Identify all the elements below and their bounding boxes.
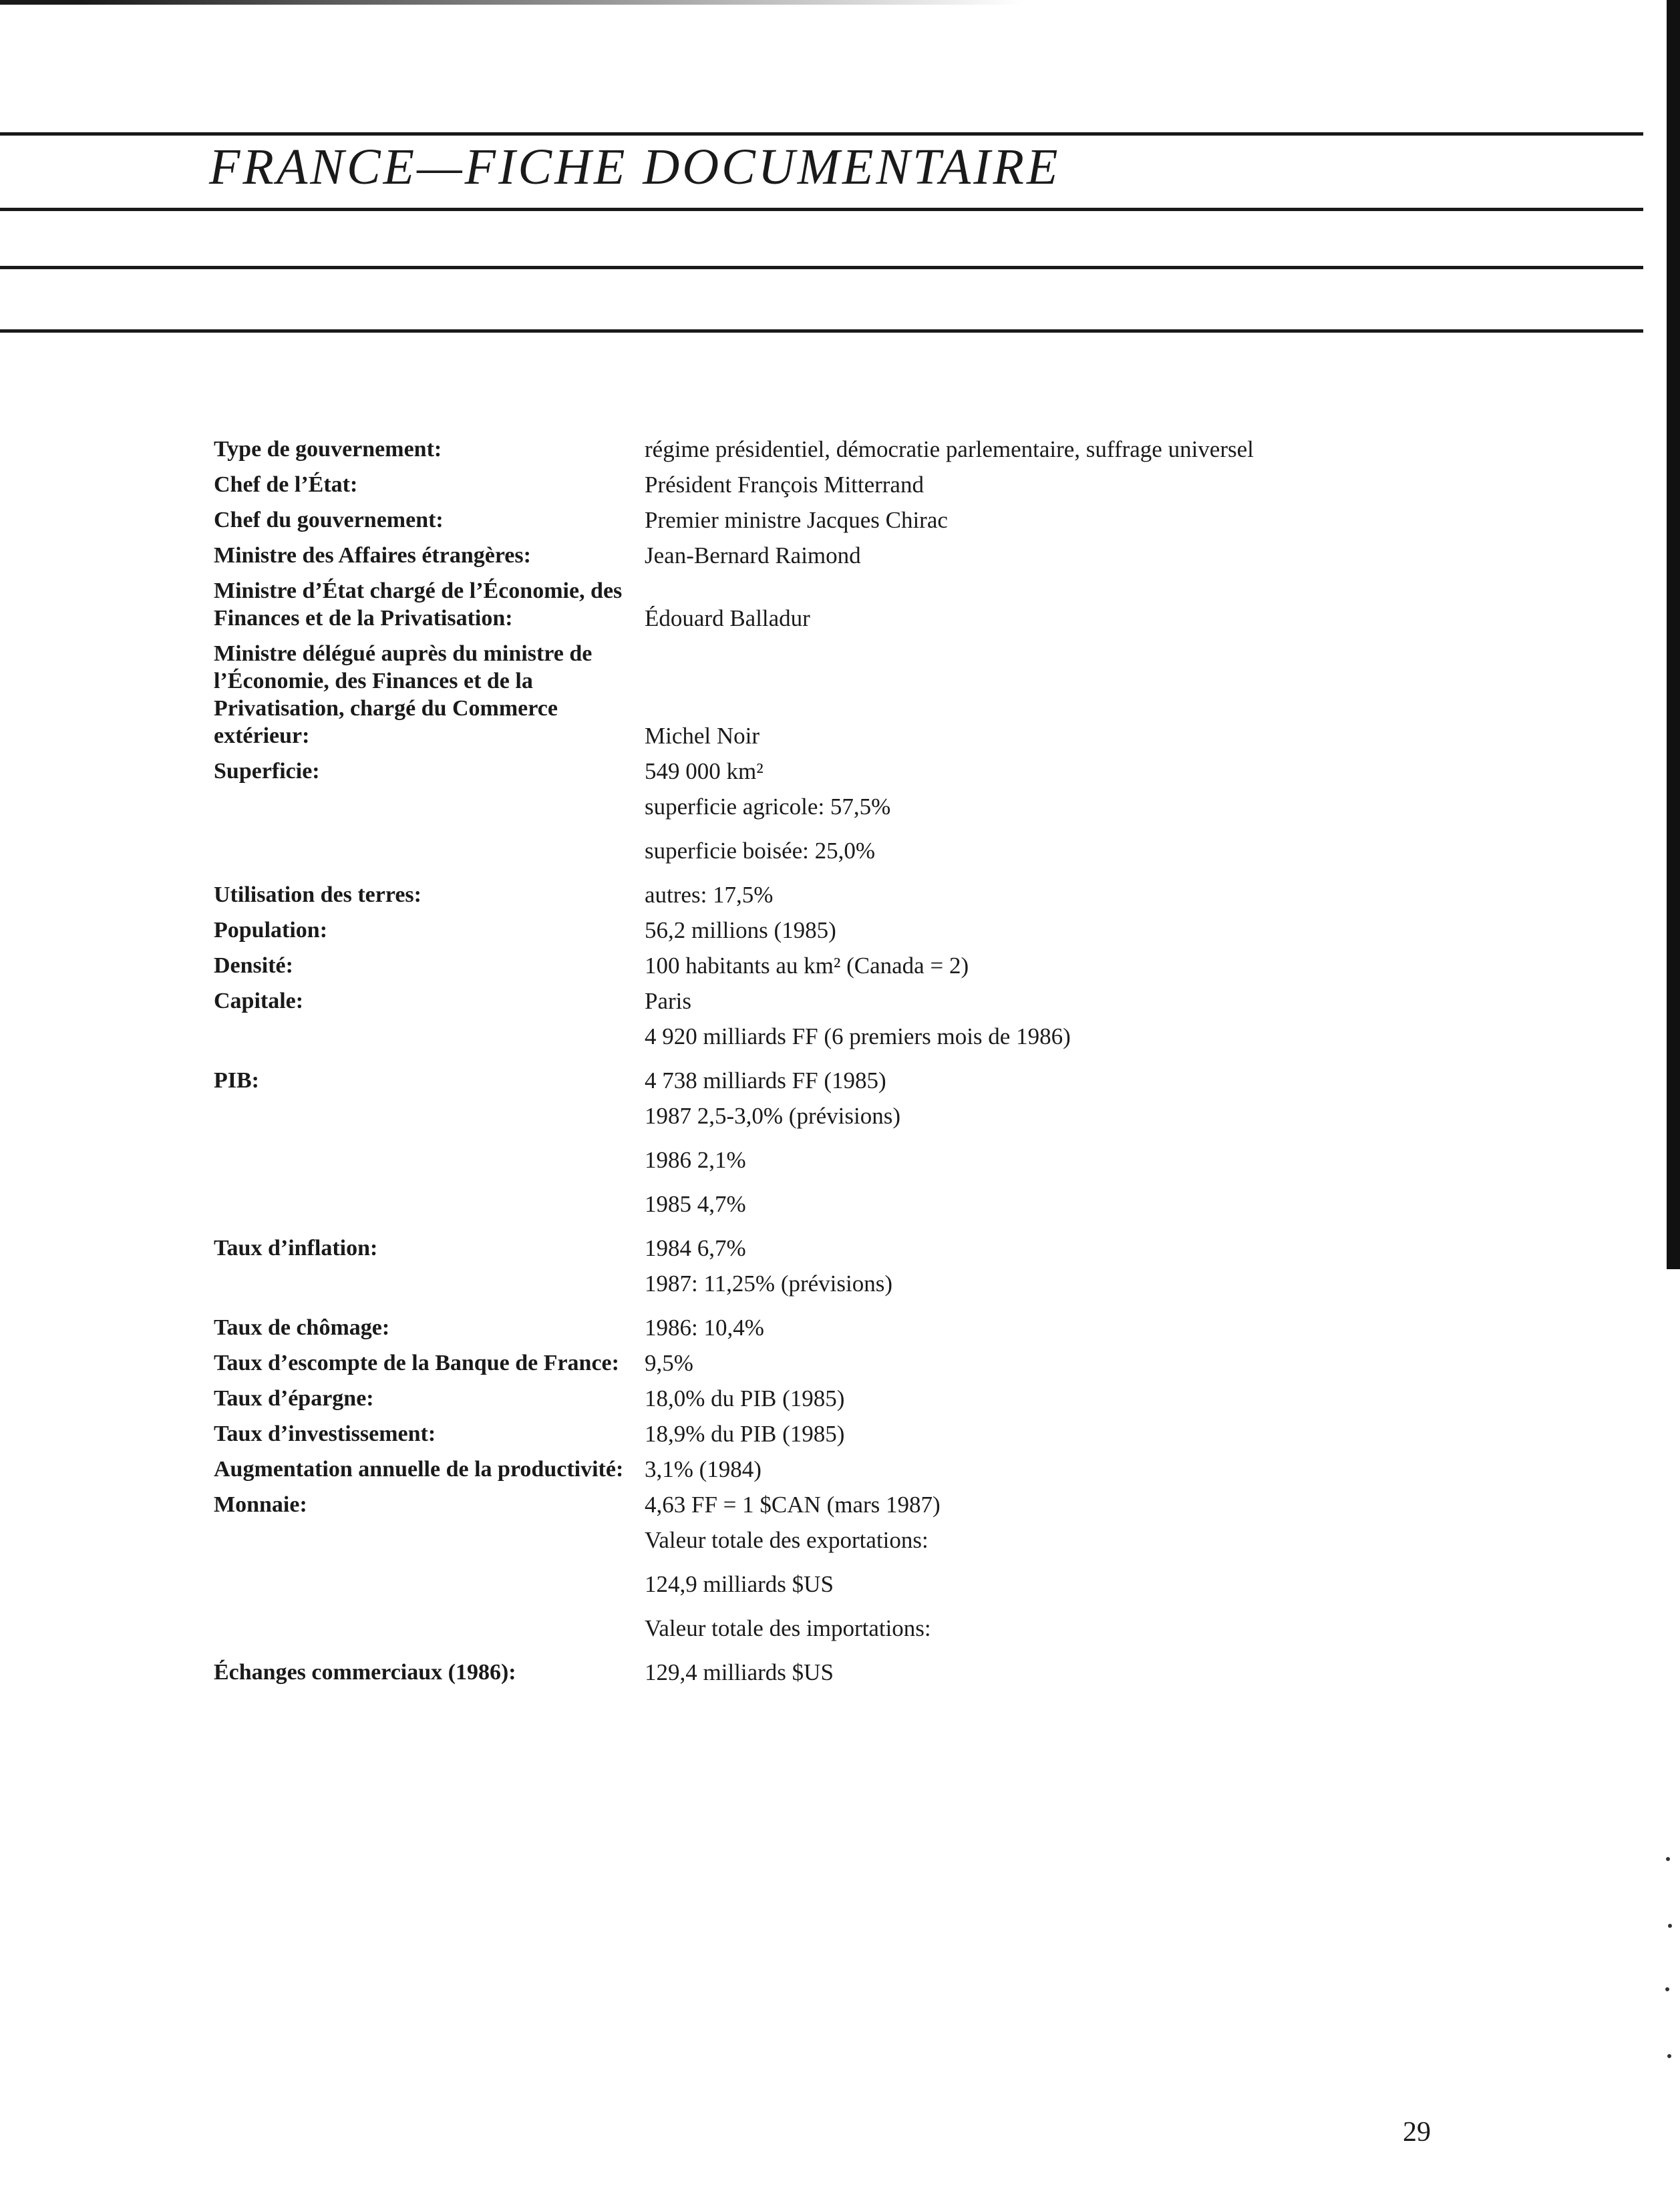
fact-label: Taux d’inflation: <box>214 1236 378 1260</box>
fact-value <box>645 793 1583 908</box>
rule-middle <box>0 266 1643 269</box>
fact-value-line: Édouard Balladur <box>645 605 810 631</box>
fact-row <box>214 640 1583 749</box>
fact-value-line: Président François Mitterrand <box>645 472 924 498</box>
fact-value <box>645 722 1583 749</box>
fact-label: Ministre délégué auprès du ministre de l’Économie, des Finances et de la Privatisation, chargé du Commerce extérieur: <box>214 641 593 748</box>
fact-label: Capitale: <box>214 989 304 1013</box>
fact-value-line: 1987: 11,25% (prévisions) <box>645 1271 893 1297</box>
fact-value <box>645 1385 1583 1412</box>
fact-value <box>645 605 1583 632</box>
scan-edge-right <box>1667 0 1680 1269</box>
fact-value-line: autres: 17,5% <box>645 882 774 908</box>
fact-label: Chef du gouvernement: <box>214 508 444 532</box>
fact-value-line: 100 habitants au km² (Canada = 2) <box>645 953 969 979</box>
fact-value <box>645 1456 1583 1483</box>
fact-value <box>645 1349 1583 1377</box>
fact-value <box>645 987 1583 1015</box>
fact-row <box>214 1526 1583 1686</box>
fact-row <box>214 793 1583 908</box>
fact-row <box>214 1385 1583 1412</box>
fact-value-line: 18,0% du PIB (1985) <box>645 1385 845 1411</box>
fact-label: Taux d’investissement: <box>214 1421 436 1446</box>
fact-row <box>214 952 1583 979</box>
fact-row <box>214 1456 1583 1483</box>
fact-value-line: Jean-Bernard Raimond <box>645 542 861 568</box>
fact-value-line: superficie boisée: 25,0% <box>645 838 876 864</box>
fact-value-line: 1985 4,7% <box>645 1191 746 1217</box>
fact-value-line: 1987 2,5-3,0% (prévisions) <box>645 1103 901 1129</box>
fact-value-line: 124,9 milliards $US <box>645 1571 834 1597</box>
fact-label: Population: <box>214 918 328 943</box>
fact-value <box>645 471 1583 498</box>
fact-value-line: 4 920 milliards FF (6 premiers mois de 1986) <box>645 1023 1071 1049</box>
fact-label: Échanges commerciaux (1986): <box>214 1660 516 1685</box>
fact-value-line: 1986 2,1% <box>645 1147 746 1173</box>
fact-value <box>645 916 1583 944</box>
scan-speck <box>1668 1924 1672 1928</box>
fact-value-line: Valeur totale des exportations: <box>645 1527 929 1553</box>
fact-row <box>214 471 1583 498</box>
fact-label: Superficie: <box>214 759 320 784</box>
fact-value <box>645 952 1583 979</box>
fact-label: Ministre des Affaires étrangères: <box>214 543 531 568</box>
scan-speck <box>1665 1987 1669 1991</box>
fact-value-line: régime présidentiel, démocratie parlementaire, suffrage universel <box>645 436 1254 462</box>
fact-value-line: 549 000 km² <box>645 758 764 784</box>
fact-label: Ministre d’État chargé de l’Économie, des Finances et de la Privatisation: <box>214 578 623 631</box>
fact-label: Taux d’épargne: <box>214 1386 374 1411</box>
fact-row <box>214 542 1583 569</box>
fact-value-line: 1984 6,7% <box>645 1235 746 1261</box>
fact-value-line: 4,63 FF = 1 $CAN (mars 1987) <box>645 1492 941 1518</box>
page-number: 29 <box>1403 2117 1431 2148</box>
fact-label: Type de gouvernement: <box>214 437 442 462</box>
fact-row <box>214 1023 1583 1094</box>
fact-value-line: Premier ministre Jacques Chirac <box>645 507 948 533</box>
scan-edge-top <box>0 0 1022 5</box>
fact-value-line: Paris <box>645 988 691 1014</box>
fact-row <box>214 1491 1583 1518</box>
fact-row <box>214 1420 1583 1448</box>
rule-top <box>0 132 1643 136</box>
fact-label: Utilisation des terres: <box>214 882 422 907</box>
fact-row <box>214 506 1583 534</box>
fact-value <box>645 758 1583 785</box>
fact-value <box>645 1420 1583 1448</box>
fact-value-line: superficie agricole: 57,5% <box>645 794 891 820</box>
fact-value-line: Michel Noir <box>645 723 760 749</box>
fact-value-line: 1986: 10,4% <box>645 1315 764 1341</box>
fact-value <box>645 1491 1583 1518</box>
fact-row <box>214 436 1583 463</box>
fact-value <box>645 436 1583 463</box>
scan-speck <box>1667 2054 1671 2058</box>
fact-label: Taux de chômage: <box>214 1315 390 1340</box>
fact-value-line: 4 738 milliards FF (1985) <box>645 1067 886 1094</box>
fact-row <box>214 1270 1583 1341</box>
fact-row <box>214 758 1583 785</box>
scan-speck <box>1666 1857 1670 1861</box>
fact-value <box>645 506 1583 534</box>
fact-label: Monnaie: <box>214 1492 307 1517</box>
fact-value-line: 9,5% <box>645 1350 693 1376</box>
rule-under-title <box>0 208 1643 211</box>
fact-row <box>214 1102 1583 1262</box>
fact-value-line: 129,4 milliards $US <box>645 1659 834 1685</box>
fact-value-line: 18,9% du PIB (1985) <box>645 1421 845 1447</box>
fact-row <box>214 987 1583 1015</box>
fact-label: Augmentation annuelle de la productivité: <box>214 1457 624 1482</box>
fact-label: Densité: <box>214 953 293 978</box>
fact-sheet <box>214 436 1583 1686</box>
page-title: FRANCE—FICHE DOCUMENTAIRE <box>209 139 1061 195</box>
fact-value-line: 56,2 millions (1985) <box>645 917 836 943</box>
fact-label: Taux d’escompte de la Banque de France: <box>214 1351 619 1375</box>
fact-value <box>645 1270 1583 1341</box>
fact-value <box>645 542 1583 569</box>
fact-value-line: 3,1% (1984) <box>645 1456 762 1482</box>
fact-row <box>214 1349 1583 1377</box>
fact-value <box>645 1526 1583 1686</box>
fact-label: PIB: <box>214 1068 259 1093</box>
fact-label: Chef de l’État: <box>214 472 358 497</box>
rule-bottom <box>0 329 1643 333</box>
fact-row <box>214 577 1583 632</box>
fact-row <box>214 916 1583 944</box>
fact-value-line: Valeur totale des importations: <box>645 1615 931 1641</box>
fact-value <box>645 1102 1583 1262</box>
fact-value <box>645 1023 1583 1094</box>
